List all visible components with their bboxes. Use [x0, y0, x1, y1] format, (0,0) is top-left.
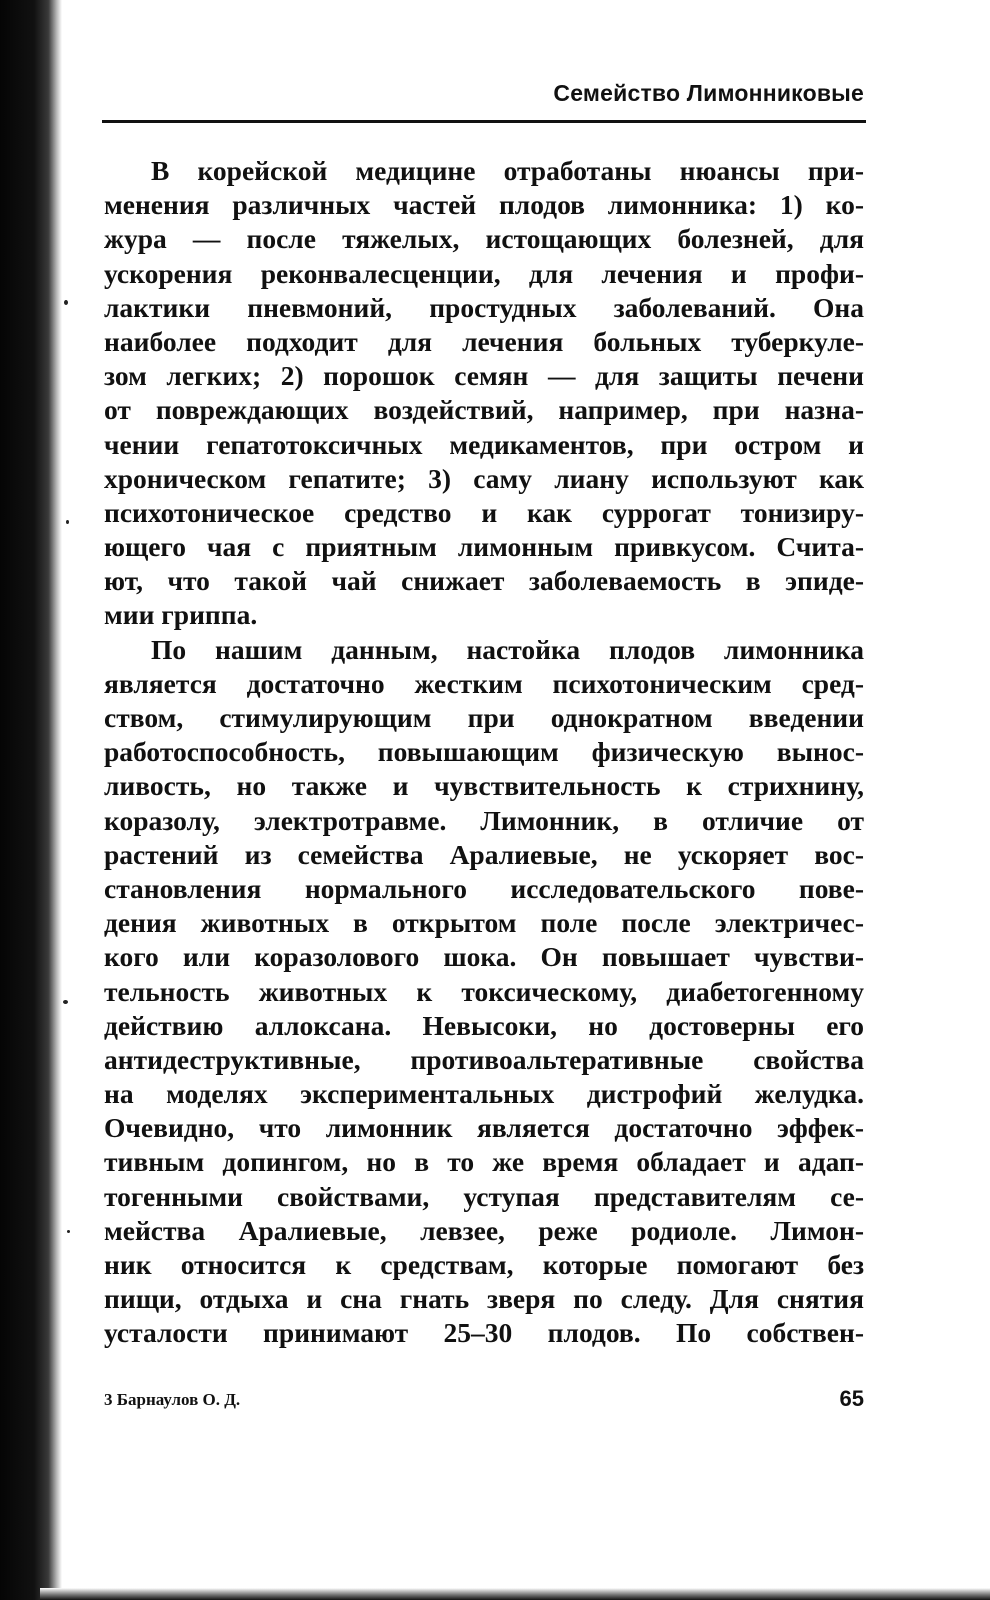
text-line: ливость, но также и чувствительность к стрихнину, — [104, 770, 864, 802]
running-head-title: Семейство Лимонниковые — [553, 80, 864, 106]
text-line: антидеструктивные, противоальтеративные свойства — [104, 1043, 864, 1075]
text-line: на моделях экспериментальных дистрофий желудка. — [104, 1078, 864, 1110]
scan-speck — [64, 300, 68, 305]
text-line: работоспособность, повышающим физическую вынос- — [104, 736, 864, 768]
scan-binding-shadow — [0, 0, 62, 1600]
scan-speck — [63, 1000, 68, 1004]
text-line: чении гепатотоксичных медикаментов, при остром и — [104, 428, 864, 460]
text-line: ник относится к средствам, которые помогают без — [104, 1249, 864, 1280]
page-number: 65 — [839, 1386, 864, 1411]
text-line: ускорения реконвалесценции, для лечения и профи- — [104, 257, 864, 289]
text-line: тельность животных к токсическому, диабетогенному — [104, 975, 864, 1007]
body-text — [104, 154, 864, 1351]
text-line: наиболее подходит для лечения больных туберкуле- — [104, 325, 864, 357]
text-line: действию аллоксана. Невысоки, но достоверны его — [104, 1009, 864, 1041]
text-line: от повреждающих воздействий, например, при назна- — [104, 394, 864, 426]
text-line: лактики пневмоний, простудных заболеваний. Она — [104, 291, 864, 323]
scan-speck — [66, 520, 69, 524]
text-line: В корейской медицине отработаны нюансы при- — [151, 155, 864, 186]
scan-speck — [67, 1230, 70, 1233]
text-line: По нашим данным, настойка плодов лимонника — [151, 633, 864, 665]
text-line: растений из семейства Аралиевые, не ускоряет вос- — [104, 838, 864, 870]
signature-mark: 3 Барнаулов О. Д. — [104, 1390, 241, 1409]
text-line: ющего чая с приятным лимонным привкусом. Счита- — [104, 531, 864, 563]
text-line: хроническом гепатите; 3) саму лиану используют как — [104, 462, 864, 494]
text-line: ством, стимулирующим при однократном введении — [104, 702, 864, 733]
text-line: дения животных в открытом поле после электричес- — [104, 907, 864, 939]
text-line: Очевидно, что лимонник является достаточно эффек- — [104, 1112, 864, 1144]
scan-bottom-shadow — [40, 1588, 990, 1600]
text-line: мейства Аралиевые, левзее, реже родиоле. Лимон- — [104, 1214, 864, 1246]
text-line: психотоническое средство и как суррогат тонизиру- — [104, 496, 864, 528]
text-line: тогенными свойствами, уступая представителям се- — [104, 1180, 864, 1212]
text-line: является достаточно жестким психотоническим сред- — [104, 667, 864, 699]
text-line: усталости принимают 25–30 плодов. По собствен- — [104, 1317, 864, 1349]
text-line: становления нормального исследовательского пове- — [104, 872, 864, 904]
text-line: коразолу, электротравме. Лимонник, в отличие от — [104, 804, 864, 836]
text-line: мии гриппа. — [104, 599, 258, 631]
text-line: тивным допингом, но в то же время обладает и адап- — [104, 1146, 864, 1178]
text-line: пищи, отдыха и сна гнать зверя по следу. Для снятия — [104, 1283, 864, 1315]
text-line: кого или коразолового шока. Он повышает чувстви- — [104, 941, 864, 973]
text-line: ют, что такой чай снижает заболеваемость в эпиде- — [104, 565, 864, 597]
text-line: жура — после тяжелых, истощающих болезней, для — [104, 223, 864, 255]
text-line: менения различных частей плодов лимонника: 1) ко- — [104, 189, 864, 221]
header-rule — [102, 120, 866, 123]
text-line: зом легких; 2) порошок семян — для защиты печени — [104, 360, 864, 392]
